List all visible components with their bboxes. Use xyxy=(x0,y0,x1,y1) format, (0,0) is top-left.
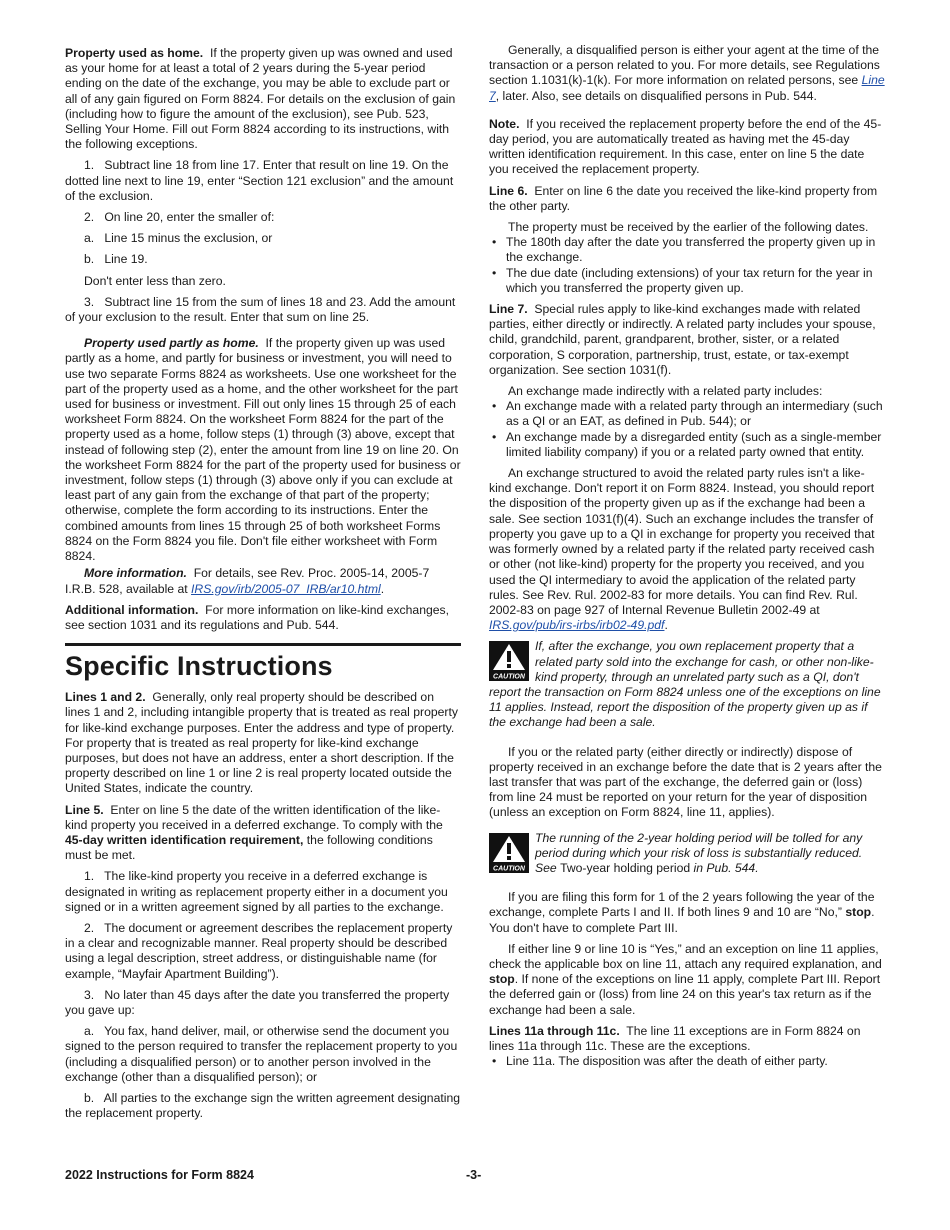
step-2a: a. Line 15 minus the exclusion, or xyxy=(84,231,273,246)
irb02-49-link[interactable]: IRS.gov/pub/irs-irbs/irb02-49.pdf xyxy=(489,618,665,633)
caution-icon xyxy=(489,833,529,873)
property-used-as-home-paragraph xyxy=(65,46,461,152)
condition-3a: a. You fax, hand deliver, mail, or otherwise send the document you signed to the person required to transfer the replacement property to you (including a disqualified person) or to another person involved in the exchange (other than a disqualified person); or xyxy=(65,1024,458,1084)
page-number: -3- xyxy=(466,1168,482,1182)
line-7-bullet-list xyxy=(489,399,885,460)
caution-icon xyxy=(489,641,529,681)
list-item: • An exchange made with a related party through an intermediary (such as a QI or an EAT, as defined in Pub. 544); or xyxy=(489,399,885,429)
list-item: • The 180th day after the date you transferred the property given up in the exchange. xyxy=(489,235,885,265)
stop-emphasis: stop xyxy=(845,905,872,920)
lines-11a-11c-heading: Lines 11a through 11c. xyxy=(489,1023,620,1038)
additional-information-paragraph xyxy=(65,603,461,633)
lines-1-and-2-paragraph xyxy=(65,690,461,796)
list-item: • Line 11a. The disposition was after the death of either party. xyxy=(489,1054,885,1069)
property-used-partly-as-home-heading: Property used partly as home. xyxy=(84,336,259,351)
paragraph-text: For details, see Rev. Proc. 2005-14, 2005-7 I.R.B. 528, available at xyxy=(65,566,430,596)
paragraph-text: . If none of the exceptions on line 11 apply, complete Part III. Report the deferred gain or (loss) from line 24 on this year's tax return as if the exchange had been a sale. xyxy=(489,972,881,1017)
list-item: • The due date (including extensions) of your tax return for the year in which you transferred the property given up. xyxy=(489,266,885,296)
step-1: 1. Subtract line 18 from line 17. Enter that result on line 19. On the dotted line next to line 19, enter “Section 121 exclusion” and the amount of the exclusion. xyxy=(65,158,454,203)
line-6-heading: Line 6. xyxy=(489,183,528,198)
paragraph-text: Special rules apply to like-kind exchanges made with related parties, either directly or indirectly. A related party includes your spouse, child, grandchild, parent, grandparent, brother, sister, or a related corporation, S corporation, partnership, trust, estate, or tax-exempt organization. See section 1031(f). xyxy=(489,302,876,377)
paragraph-text: Enter on line 6 the date you received the like-kind property from the other party. xyxy=(489,183,878,213)
paragraph-text: Enter on line 5 the date of the written identification of the like-kind property you received in a deferred exchange. To comply with the xyxy=(65,802,443,832)
caution-text: in Pub. 544. xyxy=(693,860,759,875)
line-5-heading: Line 5. xyxy=(65,802,104,817)
line-7-heading: Line 7. xyxy=(489,302,528,317)
list-item: • An exchange made by a disregarded entity (such as a single-member limited liability company) if you or a related party owned that entity. xyxy=(489,430,885,460)
paragraph-text: Generally, only real property should be described on lines 1 and 2, including intangible property that is treated as real property for like-kind exchange purposes. Enter the address and type of property. For property that is treated as real property for like-kind exchange purposes, but does not have an address, enter a short description. If the property described on line 1 or line 2 is real property located outside the United States, indicate the country. xyxy=(65,690,458,796)
requirement-emphasis: 45-day written identification requirement, xyxy=(65,832,304,847)
footer-title: 2022 Instructions for Form 8824 xyxy=(65,1168,254,1182)
section-divider xyxy=(65,643,461,646)
paragraph-text: . You don't have to complete Part III. xyxy=(489,905,875,935)
line-6-paragraph xyxy=(489,184,885,214)
paragraph-text: Generally, a disqualified person is either your agent at the time of the transaction or a person related to you. For more details, see Regulations section 1.1031(k)-1(k). For more information on related persons, see xyxy=(489,43,880,88)
paragraph-text: The line 11 exceptions are in Form 8824 on lines 11a through 11c. These are the exceptions. xyxy=(489,1023,861,1053)
caution-box-2 xyxy=(489,831,885,877)
line-6-bullet-list xyxy=(489,235,885,296)
filing-year-paragraph xyxy=(489,890,885,936)
caution-label: CAUTION xyxy=(493,865,525,873)
disqualified-person-paragraph xyxy=(489,43,885,104)
paragraph-text: If the property given up was owned and used as your home for at least a total of 2 years during the 5-year period ending on the date of the exchange, you may be able to exclude part or all of any gain figured on Form 8824. For details on the exclusion of gain (including how to figure the amount of the exclusion), see Pub. 523, Selling Your Home. Fill out Form 8824 according to its instructions, with the following exceptions. xyxy=(65,46,456,152)
right-column xyxy=(489,43,885,1069)
additional-information-heading: Additional information. xyxy=(65,602,199,617)
stop-emphasis: stop xyxy=(489,972,515,987)
paragraph-text: If you received the replacement property before the end of the 45-day period, you are automatically treated as having met the 45-day written identification requirement. In this case, enter on line 5 the date you received the replacement property. xyxy=(489,116,882,177)
more-information-heading: More information. xyxy=(84,566,187,581)
lines-1-and-2-heading: Lines 1 and 2. xyxy=(65,690,146,705)
step-2-note: Don't enter less than zero. xyxy=(84,273,226,288)
paragraph-text: the following conditions must be met. xyxy=(65,832,433,863)
line-7-link[interactable]: Line 7 xyxy=(489,73,885,103)
caution-text: The running of the 2-year holding period will be tolled for any period during which your risk of loss is substantially reduced. See xyxy=(535,830,863,875)
more-information-paragraph: More information. For details, see Rev. Proc. 2005-14, 2005-7 I.R.B. 528, available at IRS.gov/irb/2005-07_IRB/ar10.html. xyxy=(65,566,430,596)
exception-applies-paragraph xyxy=(489,942,885,1018)
caution-reference: Two-year holding period xyxy=(560,860,691,875)
left-column xyxy=(65,46,461,1127)
note-heading: Note. xyxy=(489,116,520,131)
condition-1: 1. The like-kind property you receive in a deferred exchange is designated in writing as replacement property either in a document you signed or in a written agreement signed by all parties to the exchange. xyxy=(65,869,448,914)
note-paragraph xyxy=(489,117,885,178)
section-heading: Specific Instructions xyxy=(65,651,333,682)
paragraph-text: If the property given up was used partly as a home, and partly for business or investment, you will need to use two separate Forms 8824 as worksheets. Use one worksheet for the part of the property used as a home, and the other worksheet for the part used for business or investment. Fill out only lines 15 through 25 of each worksheet Form 8824. On the worksheet Form 8824 for the part of the property used as a home, follow steps (1) through (3) above, except that instead of following step (2), enter the amount from line 19 on line 20. On the worksheet Form 8824 for the part of the property used for business or investment, follow steps (1) through (3) above only if you can exclude at least part of any gain from the exchange of that part of the property; otherwise, complete the form according to its instructions. Enter the combined amounts from lines 15 through 25 of both worksheet Forms 8824 on the Form 8824 you file. Don't file either worksheet with Form 8824. xyxy=(65,336,461,564)
property-used-partly-as-home-paragraph xyxy=(65,336,461,564)
condition-3b: b. All parties to the exchange sign the written agreement designating the replacement property. xyxy=(65,1090,461,1121)
line-7-paragraph xyxy=(489,302,885,378)
property-used-as-home-heading: Property used as home. xyxy=(65,46,204,60)
lines-11a-11c-paragraph xyxy=(489,1024,885,1054)
condition-3: 3. No later than 45 days after the date you transferred the property you gave up: xyxy=(65,987,450,1017)
irb-2005-07-link[interactable]: IRS.gov/irb/2005-07_IRB/ar10.html xyxy=(191,581,381,596)
indirect-exchange-paragraph: An exchange made indirectly with a related party includes: xyxy=(508,384,823,399)
paragraph-text: For more information on like-kind exchanges, see section 1031 and its regulations and Pub. 544. xyxy=(65,602,450,632)
line-5-paragraph xyxy=(65,803,461,864)
caution-box-1 xyxy=(489,639,885,730)
paragraph-text: , later. Also, see details on disqualified persons in Pub. 544. xyxy=(495,88,817,103)
step-3: 3. Subtract line 15 from the sum of lines 18 and 23. Add the amount of your exclusion to the result. Enter that sum on line 25. xyxy=(65,294,456,325)
step-2: 2. On line 20, enter the smaller of: xyxy=(84,210,275,225)
paragraph-text: If you are filing this form for 1 of the 2 years following the year of the exchange, complete Parts I and II. If both lines 9 and 10 are “No,” xyxy=(489,890,875,920)
disposition-paragraph: If you or the related party (either directly or indirectly) dispose of property received in an exchange before the date that is 2 years after the last transfer that was part of the exchange, the deferred gain or (loss) from line 24 must be reported on your return for the year of disposition (unless an exception on Form 8824, line 11, applies). xyxy=(489,744,882,820)
step-2b: b. Line 19. xyxy=(84,252,148,267)
caution-label: CAUTION xyxy=(493,673,525,681)
paragraph-text: An exchange structured to avoid the related party rules isn't a like-kind exchange. Don't report it on Form 8824. Instead, you should report the disposition of the property given up as if the exchange had been a sale. See section 1031(f)(4). Such an exchange includes the transfer of property you gave up to a QI in exchange for property you received that was formerly owned by a related party if the related party received cash or other (not like-kind) property for the property you received, and you used the QI intermediary to avoid the application of the related party rules. See Rev. Rul. 2002-83 for more details. You can find Rev. Rul. 2002-83 on page 927 of Internal Revenue Bulletin 2002-49 at xyxy=(489,466,875,617)
paragraph-text: If either line 9 or line 10 is “Yes,” and an exception on line 11 applies, check the applicable box on line 11, attach any required explanation, and xyxy=(489,941,882,971)
line-6-dates-paragraph: The property must be received by the earlier of the following dates. xyxy=(508,220,869,235)
caution-text: If, after the exchange, you own replacement property that a related party sold into the exchange for cash, or other non-like-kind property, through an unrelated party such as a QI, don't report the transaction on Form 8824 unless one of the exceptions on line 11 applies. Instead, report the disposition of the property given up as if the exchange had been a sale. xyxy=(489,639,881,730)
related-party-rules-paragraph: An exchange structured to avoid the related party rules isn't a like-kind exchange. Don't report it on Form 8824. Instead, you should report the disposition of the property given up as if the exchange had been a sale. See section 1031(f)(4). Such an exchange includes the transfer of property you gave up to a QI in exchange for property you received that was formerly owned by a related party if the related party received cash or other (not like-kind) property for the property you received, and you used the QI intermediary to avoid the application of the related party rules. See Rev. Rul. 2002-83 for more details. You can find Rev. Rul. 2002-83 on page 927 of Internal Revenue Bulletin 2002-49 at IRS.gov/pub/irs-irbs/irb02-49.pdf. xyxy=(489,466,875,633)
condition-2: 2. The document or agreement describes the replacement property in a clear and recognizable manner. Real property should be described using a legal description, street address, or distinguishable name (for example, “Mayfair Apartment Building”). xyxy=(65,920,453,981)
